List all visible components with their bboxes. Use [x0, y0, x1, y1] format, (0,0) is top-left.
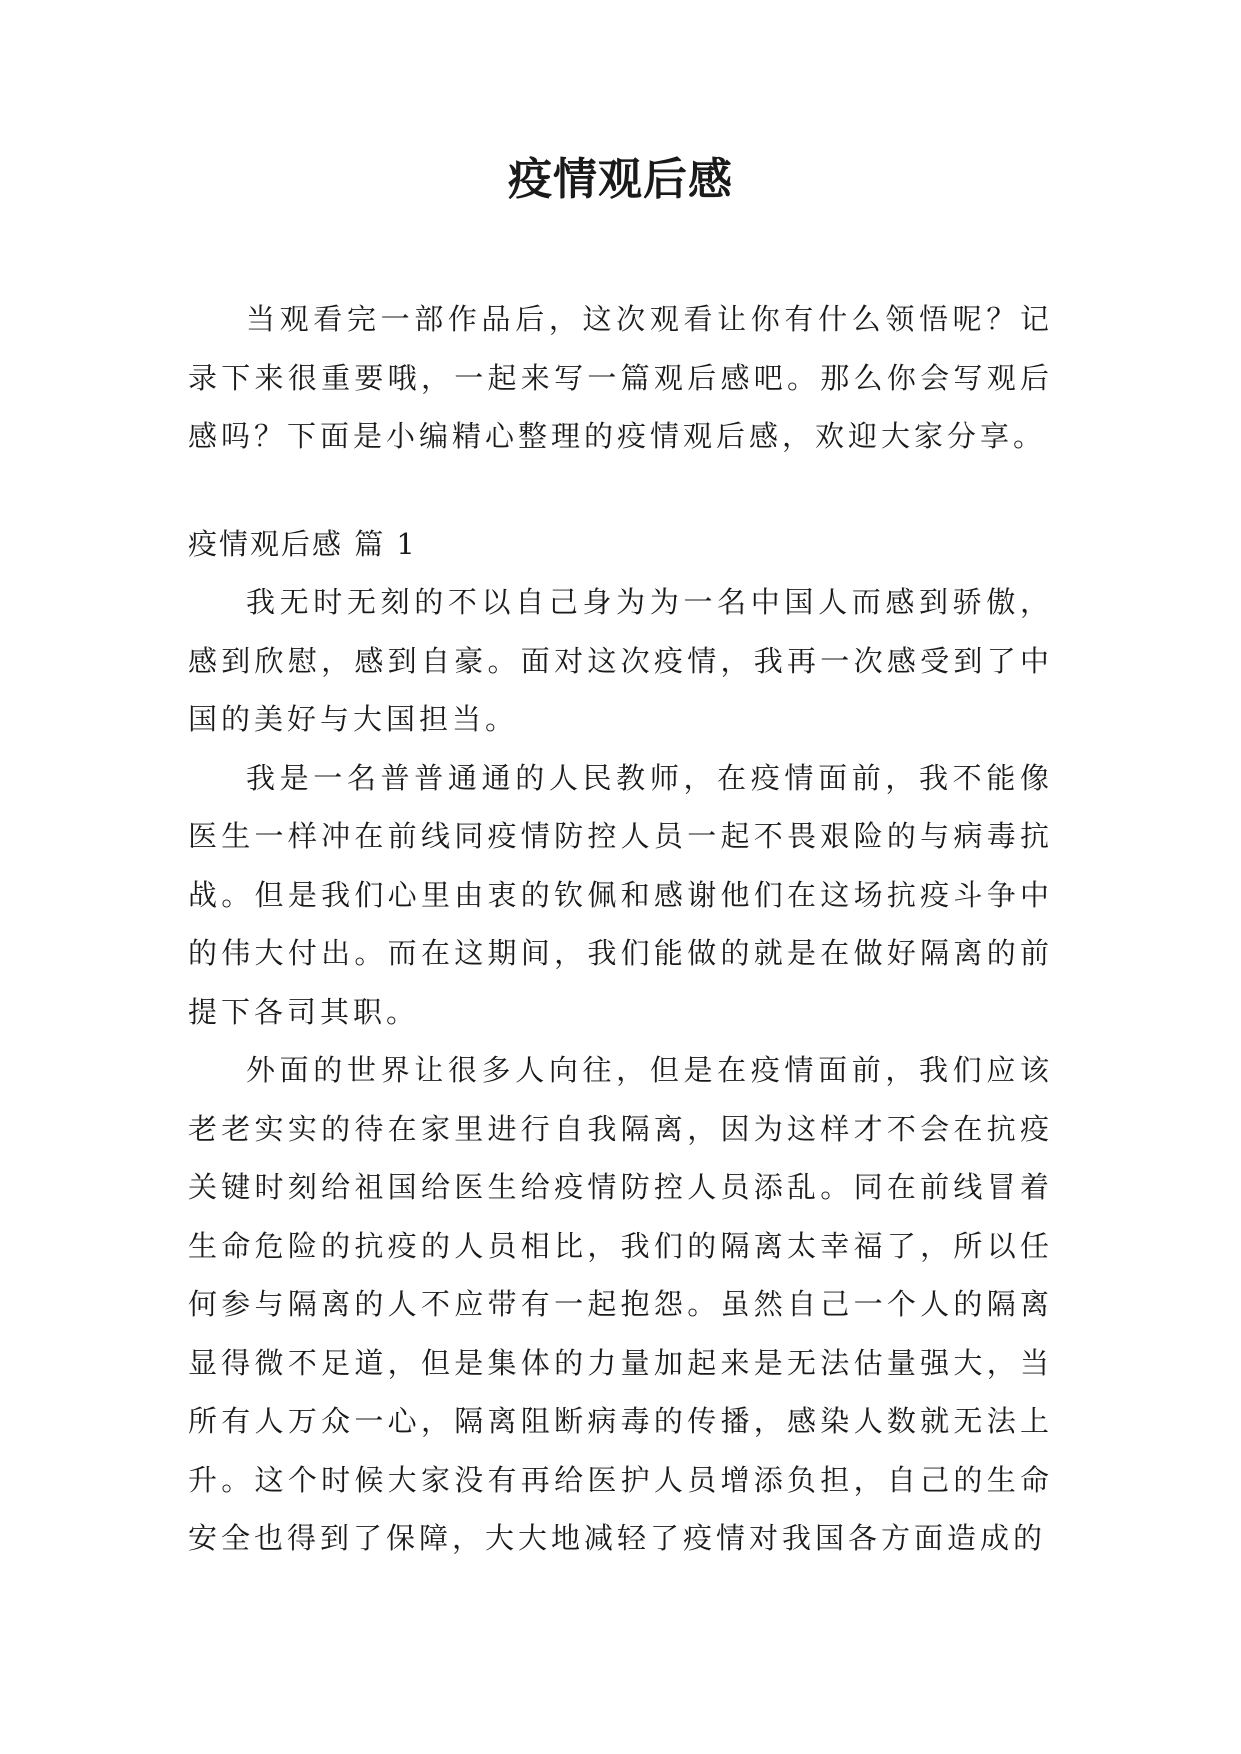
- body-paragraph: 外面的世界让很多人向往，但是在疫情面前，我们应该老老实实的待在家里进行自我隔离，因为这样才不会在抗疫关键时刻给祖国给医生给疫情防控人员添乱。同在前线冒着生命危险的抗疫的人员相比，我们的隔离太幸福了，所以任何参与隔离的人不应带有一起抱怨。虽然自己一个人的隔离显得微不足道，但是集体的力量加起来是无法估量强大，当所有人万众一心，隔离阻断病毒的传播，感染人数就无法上升。这个时候大家没有再给医护人员增添负担，自己的生命安全也得到了保障，大大地减轻了疫情对我国各方面造成的: [188, 1053, 1053, 1555]
- body-paragraph: 我是一名普普通通的人民教师，在疫情面前，我不能像医生一样冲在前线同疫情防控人员一起不畏艰险的与病毒抗战。但是我们心里由衷的钦佩和感谢他们在这场抗疫斗争中的伟大付出。而在这期间，我们能做的就是在做好隔离的前提下各司其职。: [188, 760, 1053, 1029]
- section-heading: 疫情观后感 篇 1: [188, 526, 417, 561]
- document-title: 疫情观后感: [508, 154, 733, 205]
- document-body: [188, 290, 1053, 1568]
- intro-paragraph: 当观看完一部作品后，这次观看让你有什么领悟呢？记录下来很重要哦，一起来写一篇观后感吧。那么你会写观后感吗？下面是小编精心整理的疫情观后感，欢迎大家分享。: [188, 302, 1053, 453]
- body-paragraph: 我无时无刻的不以自己身为为一名中国人而感到骄傲，感到欣慰，感到自豪。面对这次疫情，我再一次感受到了中国的美好与大国担当。: [188, 585, 1053, 736]
